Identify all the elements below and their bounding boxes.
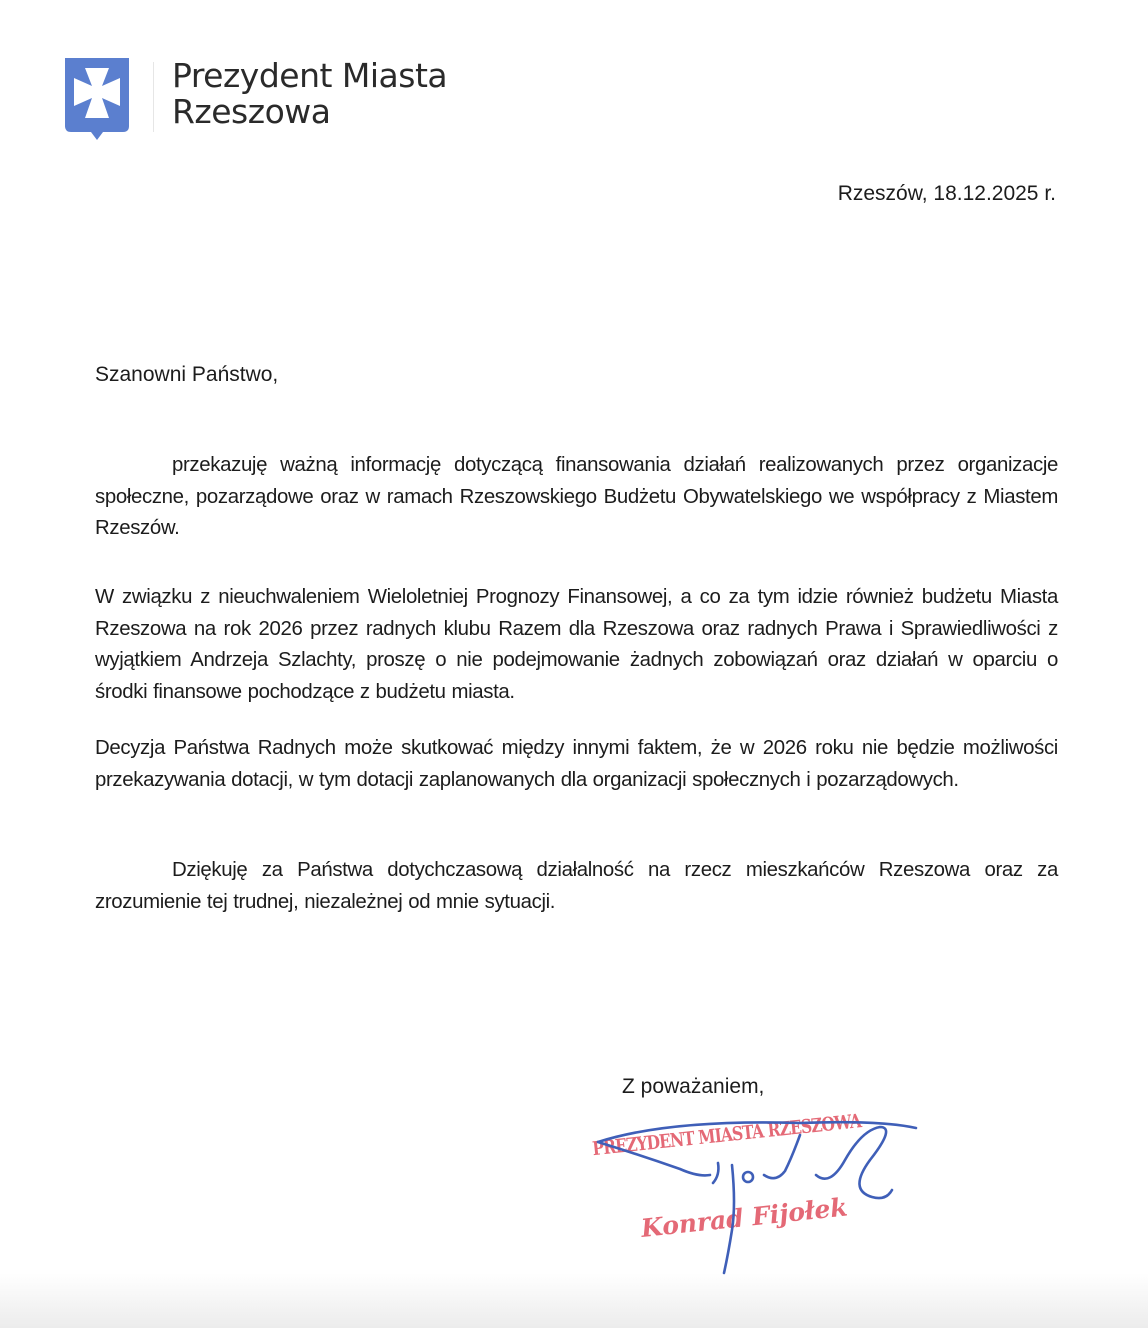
org-name-line2: Rzeszowa	[172, 92, 331, 131]
body-paragraph-3: Decyzja Państwa Radnych może skutkować między innymi faktem, że w 2026 roku nie będzie możliwości przekazywania dotacji, w tym dotacji zaplanowanych dla organizacji społecznych i pozarządowych.	[95, 737, 1058, 791]
letterhead-divider	[153, 62, 154, 132]
salutation: Szanowni Państwo,	[95, 363, 279, 386]
letterhead-org-name	[172, 58, 447, 130]
stamp-name: Konrad Fijołek	[639, 1192, 849, 1243]
body-paragraph-2: W związku z nieuchwaleniem Wieloletniej Prognozy Finansowej, a co za tym idzie również budżetu Miasta Rzeszowa na rok 2026 przez radnych klubu Razem dla Rzeszowa oraz radnych Prawa i Sprawiedliwości z wyjątkiem Andrzeja Szlachty, proszę o nie podejmowanie żadnych zobowiązań oraz działań w oparciu o środki finansowe pochodzące z budżetu miasta.	[95, 586, 1058, 703]
closing-phrase: Z poważaniem,	[622, 1075, 765, 1098]
city-crest-icon	[63, 56, 131, 142]
letter-date: Rzeszów, 18.12.2025 r.	[837, 182, 1056, 205]
scan-bottom-shadow	[0, 1273, 1148, 1328]
stamp-title: PREZYDENT MIASTA RZESZOWA	[591, 1110, 863, 1161]
body-paragraph-4: Dziękuję za Państwa dotychczasową działalność na rzecz mieszkańców Rzeszowa oraz za zrozumienie tej trudnej, niezależnej od mnie sytuacji.	[95, 859, 1058, 913]
org-name-line1: Prezydent Miasta	[172, 56, 448, 95]
body-paragraph-1: przekazuję ważną informację dotyczącą finansowania działań realizowanych przez organizacje społeczne, pozarządowe oraz w ramach Rzeszowskiego Budżetu Obywatelskiego we współpracy z Miastem Rzeszów.	[95, 454, 1058, 539]
signature-stamp	[580, 1105, 940, 1280]
